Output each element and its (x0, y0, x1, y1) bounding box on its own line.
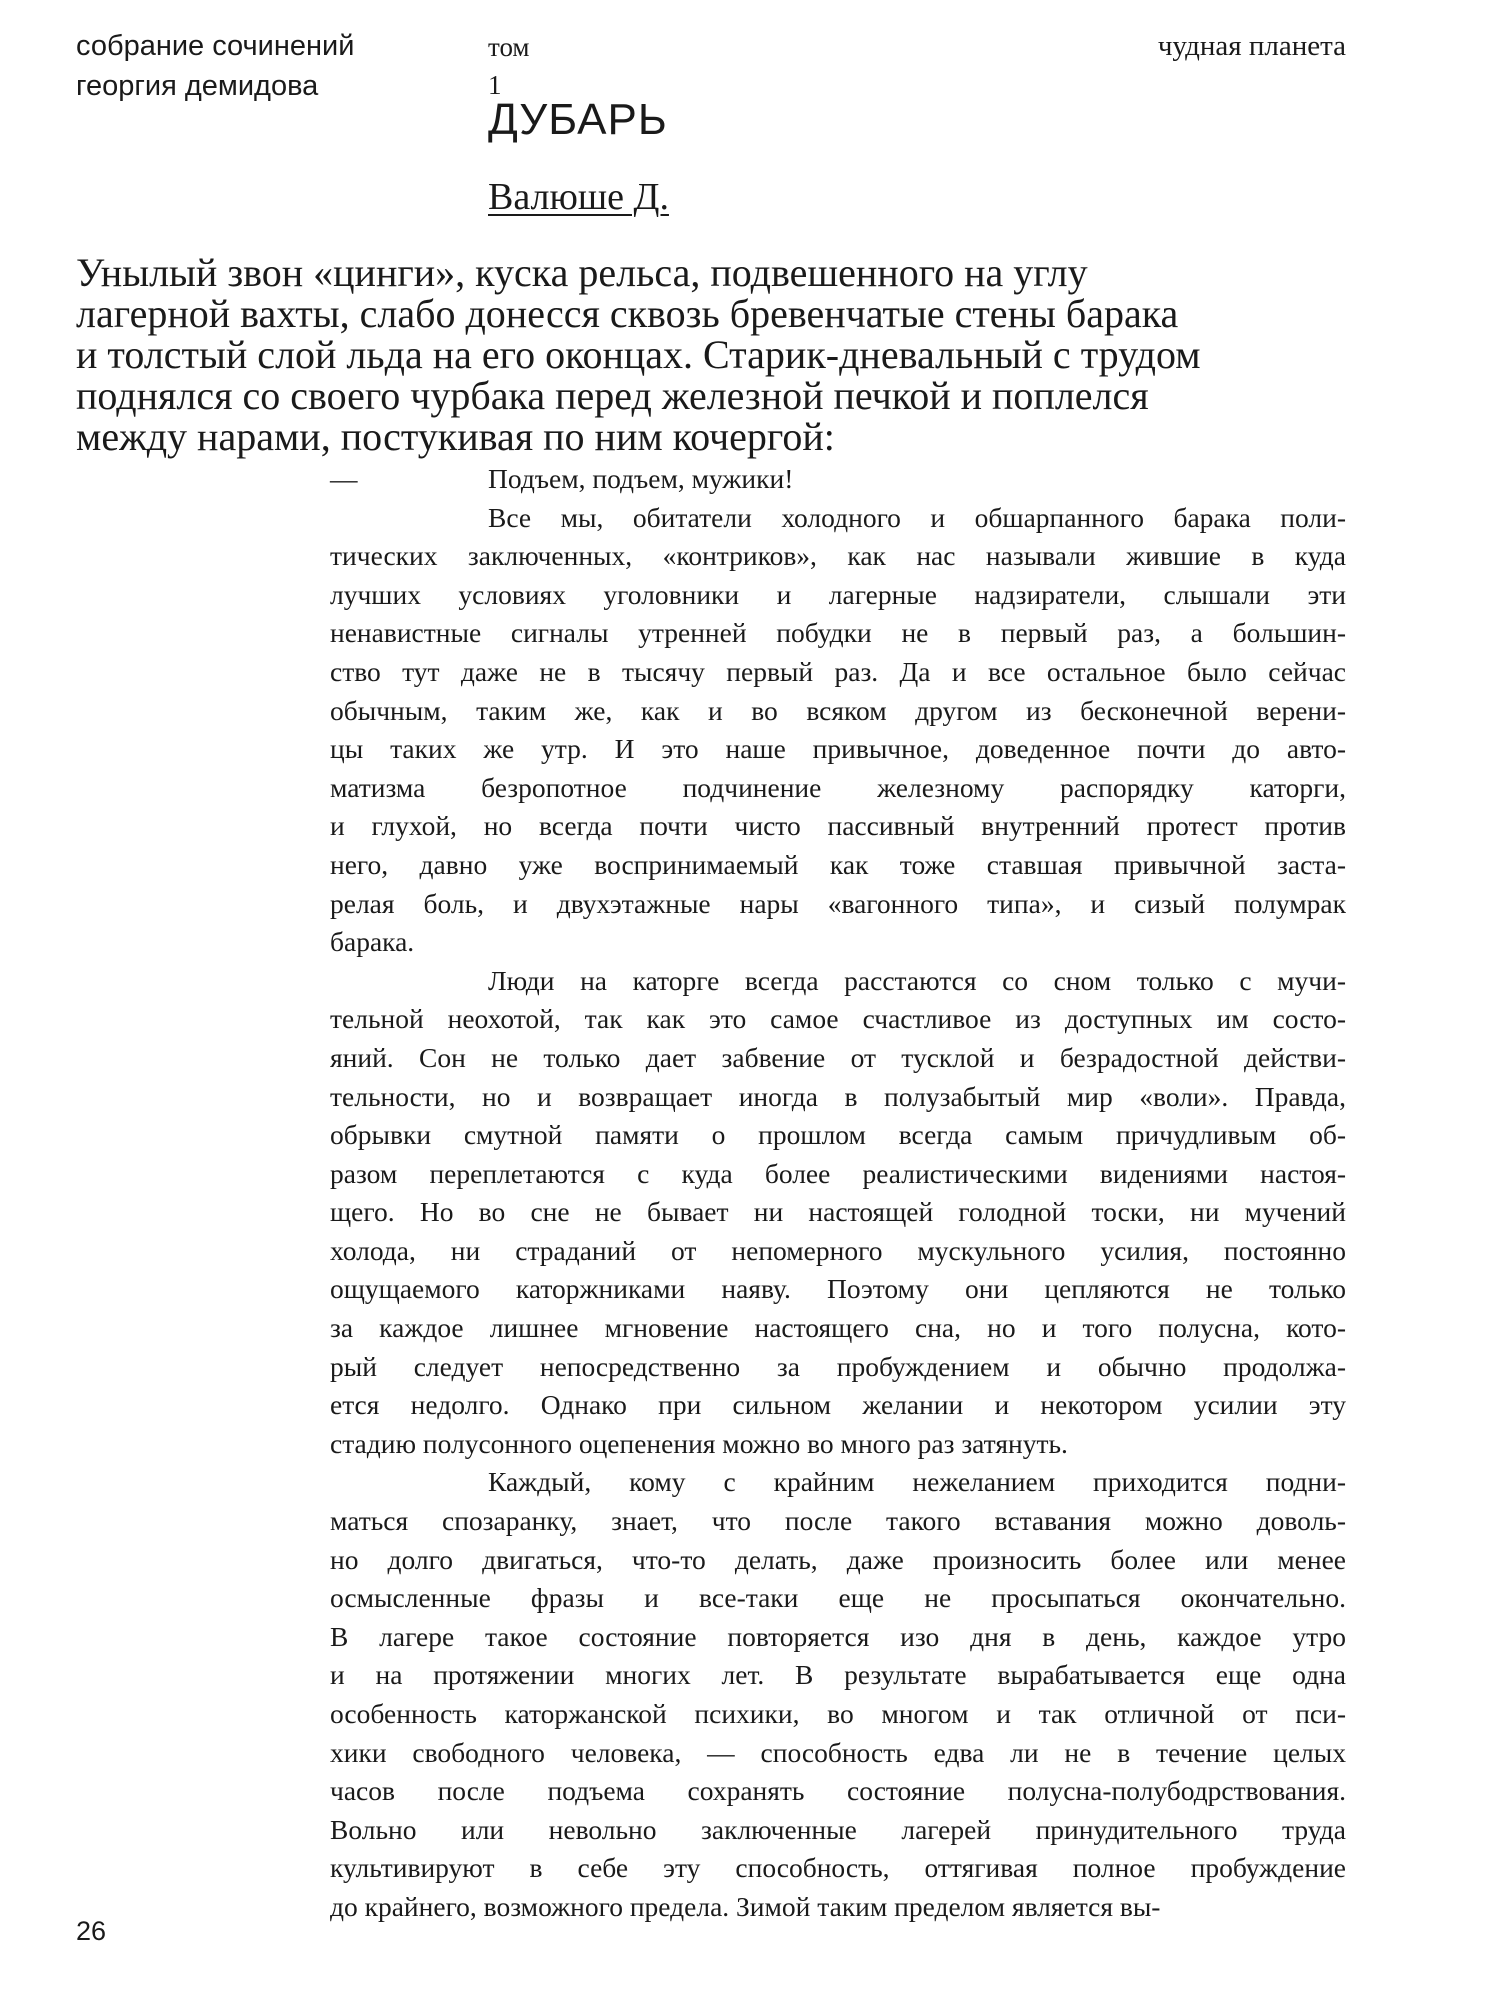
volume-label: том (488, 32, 530, 62)
paragraph-line: Вольно или невольно заключенные лагерей принудительного труда (330, 1813, 1346, 1845)
collection-line-2: георгия демидова (76, 70, 319, 102)
paragraph-line: но долго двигаться, что-то делать, даже произносить более или менее (330, 1543, 1346, 1575)
paragraph-line: холода, ни страданий от непомерного мускульного усилия, постоянно (330, 1234, 1346, 1266)
intro-line: поднялся со своего чурбака перед железной печкой и поплелся (76, 373, 1149, 418)
paragraph (330, 499, 1346, 962)
speech-text: Подъем, подъем, мужики! (488, 463, 794, 494)
paragraph-line: ненавистные сигналы утренней побудки не в первый раз, а большин- (330, 617, 1346, 649)
paragraph-line: и на протяжении многих лет. В результате вырабатывается еще одна (330, 1659, 1346, 1691)
intro-line: и толстый слой льда на его оконцах. Старик-дневальный с трудом (76, 332, 1201, 377)
body-text (330, 460, 1346, 1927)
paragraph-line: ощущаемого каторжниками наяву. Поэтому они цепляются не только (330, 1273, 1346, 1305)
paragraph-line: часов после подъема сохранять состояние полусна-полубодрствования. (330, 1775, 1346, 1807)
collection-line-1: собрание сочинений (76, 30, 355, 62)
speech-dash: — (330, 463, 358, 494)
dedication: Валюше Д. (488, 176, 669, 218)
paragraph-line: яний. Сон не только дает забвение от тусклой и безрадостной действи- (330, 1041, 1346, 1073)
paragraph-line: культивируют в себе эту способность, оттягивая полное пробуждение (330, 1852, 1346, 1884)
paragraph-line: Все мы, обитатели холодного и обшарпанного барака поли- (488, 501, 1346, 533)
intro-line: Унылый звон «цинги», куска рельса, подвешенного на углу (76, 250, 1088, 295)
paragraph-line: до крайнего, возможного предела. Зимой таким пределом является вы- (330, 1890, 1161, 1922)
paragraph-line: за каждое лишнее мгновение настоящего сна, но и того полусна, кото- (330, 1312, 1346, 1344)
paragraphs (330, 499, 1346, 1927)
speech-line (330, 460, 1346, 499)
running-header-book-title: чудная планета (1157, 30, 1346, 62)
paragraph-line: Люди на каторге всегда расстаются со сном только с мучи- (488, 964, 1346, 996)
running-header-collection (76, 26, 354, 106)
paragraph-line: лучших условиях уголовники и лагерные надзиратели, слышали эти (330, 578, 1346, 610)
paragraph-line: ство тут даже не в тысячу первый раз. Да и все остальное было сейчас (330, 655, 1346, 687)
paragraph-line: тельности, но и возвращает иногда в полузабытый мир «воли». Правда, (330, 1080, 1346, 1112)
paragraph-line: маться спозаранку, знает, что после такого вставания можно доволь- (330, 1505, 1346, 1537)
paragraph-line: стадию полусонного оцепенения можно во много раз затянуть. (330, 1427, 1068, 1459)
paragraph (330, 962, 1346, 1464)
paragraph-line: ется недолго. Однако при сильном желании и некотором усилии эту (330, 1389, 1346, 1421)
paragraph-line: обрывки смутной памяти о прошлом всегда самым причудливым об- (330, 1119, 1346, 1151)
intro-line: лагерной вахты, слабо донесся сквозь бревенчатые стены барака (76, 291, 1179, 336)
paragraph-line: хики свободного человека, — способность едва ли не в течение целых (330, 1736, 1346, 1768)
intro-line: между нарами, постукивая по ним кочергой: (76, 414, 835, 459)
paragraph-line: матизма безропотное подчинение железному распорядку каторги, (330, 771, 1346, 803)
paragraph-line: и глухой, но всегда почти чисто пассивный внутренний протест против (330, 810, 1346, 842)
chapter-title: ДУБАРЬ (488, 95, 668, 144)
paragraph-line: осмысленные фразы и все-таки еще не просыпаться окончательно. (330, 1582, 1346, 1614)
paragraph-line: релая боль, и двухэтажные нары «вагонного типа», и сизый полумрак (330, 887, 1346, 919)
page-number: 26 (76, 1916, 107, 1946)
paragraph-line: барака. (330, 926, 415, 958)
paragraph-line: рый следует непосредственно за пробуждением и обычно продолжа- (330, 1350, 1346, 1382)
paragraph-line: него, давно уже воспринимаемый как тоже ставшая привычной заста- (330, 848, 1346, 880)
paragraph-line: щего. Но во сне не бывает ни настоящей голодной тоски, ни мучений (330, 1196, 1346, 1228)
paragraph-line: тических заключенных, «контриков», как нас называли жившие в куда (330, 540, 1346, 572)
paragraph-line: обычным, таким же, как и во всяком другом из бесконечной верени- (330, 694, 1346, 726)
paragraph-line: В лагере такое состояние повторяется изо дня в день, каждое утро (330, 1620, 1346, 1652)
volume-number: 1 (488, 70, 502, 100)
paragraph-line: тельной неохотой, так как это самое счастливое из доступных им состо- (330, 1003, 1346, 1035)
paragraph-line: цы таких же утр. И это наше привычное, доведенное почти до авто- (330, 733, 1346, 765)
paragraph-line: разом переплетаются с куда более реалистическими видениями настоя- (330, 1157, 1346, 1189)
paragraph-line: Каждый, кому с крайним нежеланием приходится подни- (488, 1466, 1346, 1498)
paragraph (330, 1463, 1346, 1926)
paragraph-line: особенность каторжанской психики, во многом и так отличной от пси- (330, 1698, 1346, 1729)
intro-paragraph (76, 252, 1344, 457)
